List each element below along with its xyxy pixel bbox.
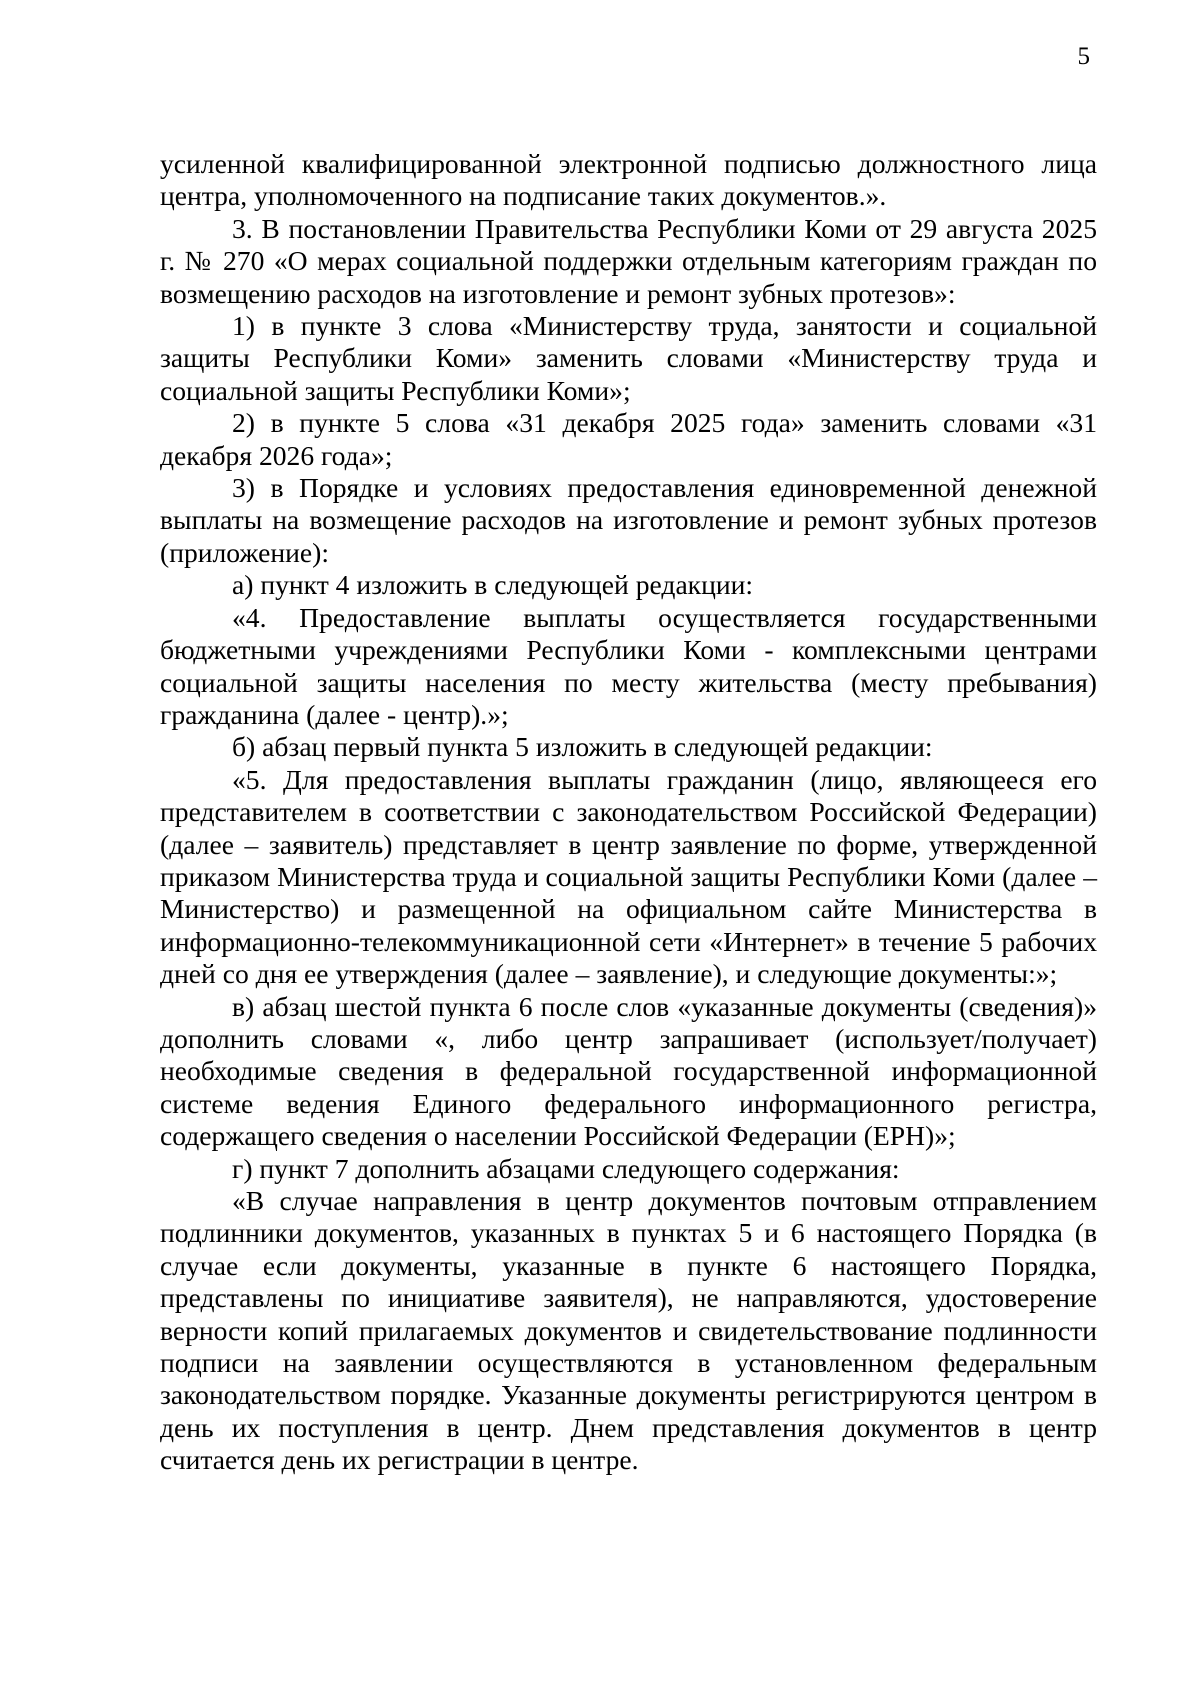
paragraph-subitem-3: 3) в Порядке и условиях предоставления единовременной денежной выплаты на возмещение расходов на изготовление и ремонт зубных протезов (приложение):: [160, 472, 1097, 568]
paragraph-letter-b: б) абзац первый пункта 5 изложить в следующей редакции:: [232, 731, 933, 763]
paragraph-subitem-2: 2) в пункте 5 слова «31 декабря 2025 года» заменить словами «31 декабря 2026 года»;: [160, 407, 1097, 471]
paragraph-letter-v: в) абзац шестой пункта 6 после слов «указанные документы (сведения)» дополнить словами «, либо центр запрашивает (использует/получает) необходимые сведения в федеральной государственной информационной системе ведения Единого федерального информационного регистра, содержащего сведения о населении Российской Федерации (ЕРН)»;: [160, 990, 1097, 1152]
paragraph-letter-a: а) пункт 4 изложить в следующей редакции:: [232, 569, 754, 601]
paragraph-continuation: усиленной квалифицированной электронной подписью должностного лица центра, уполномоченного на подписание таких документов.».: [160, 148, 1097, 212]
paragraph-point-7-addition: «В случае направления в центр документов почтовым отправлением подлинники документов, указанных в пунктах 5 и 6 настоящего Порядка (в случае если документы, указанные в пункте 6 настоящего Порядка, представлены по инициативе заявителя), не направляются, удостоверение верности копий прилагаемых документов и свидетельствование подлинности подписи на заявлении осуществляются в установленном федеральным законодательством порядке. Указанные документы регистрируются центром в день их поступления в центр. Днем представления документов в центр считается день их регистрации в центре.: [160, 1185, 1097, 1476]
document-body: [160, 148, 1097, 1477]
paragraph-point-4-text: «4. Предоставление выплаты осуществляется государственными бюджетными учреждениями Республики Коми - комплексными центрами социальной защиты населения по месту жительства (месту пребывания) гражданина (далее - центр).»;: [160, 601, 1097, 730]
paragraph-letter-g: г) пункт 7 дополнить абзацами следующего содержания:: [232, 1152, 900, 1184]
paragraph-subitem-1: 1) в пункте 3 слова «Министерству труда, занятости и социальной защиты Республики Коми» заменить словами «Министерству труда и социальной защиты Республики Коми»;: [160, 310, 1097, 406]
page-number: 5: [1077, 43, 1090, 70]
paragraph-point-5-text: «5. Для предоставления выплаты гражданин (лицо, являющееся его представителем в соответствии с законодательством Российской Федерации) (далее – заявитель) представляет в центр заявление по форме, утвержденной приказом Министерства труда и социальной защиты Республики Коми (далее – Министерство) и размещенной на официальном сайте Министерства в информационно-телекоммуникационной сети «Интернет» в течение 5 рабочих дней со дня ее утверждения (далее – заявление), и следующие документы:»;: [160, 763, 1097, 990]
paragraph-item-3: 3. В постановлении Правительства Республики Коми от 29 августа 2025 г. № 270 «О мерах социальной поддержки отдельным категориям граждан по возмещению расходов на изготовление и ремонт зубных протезов»:: [160, 212, 1097, 309]
